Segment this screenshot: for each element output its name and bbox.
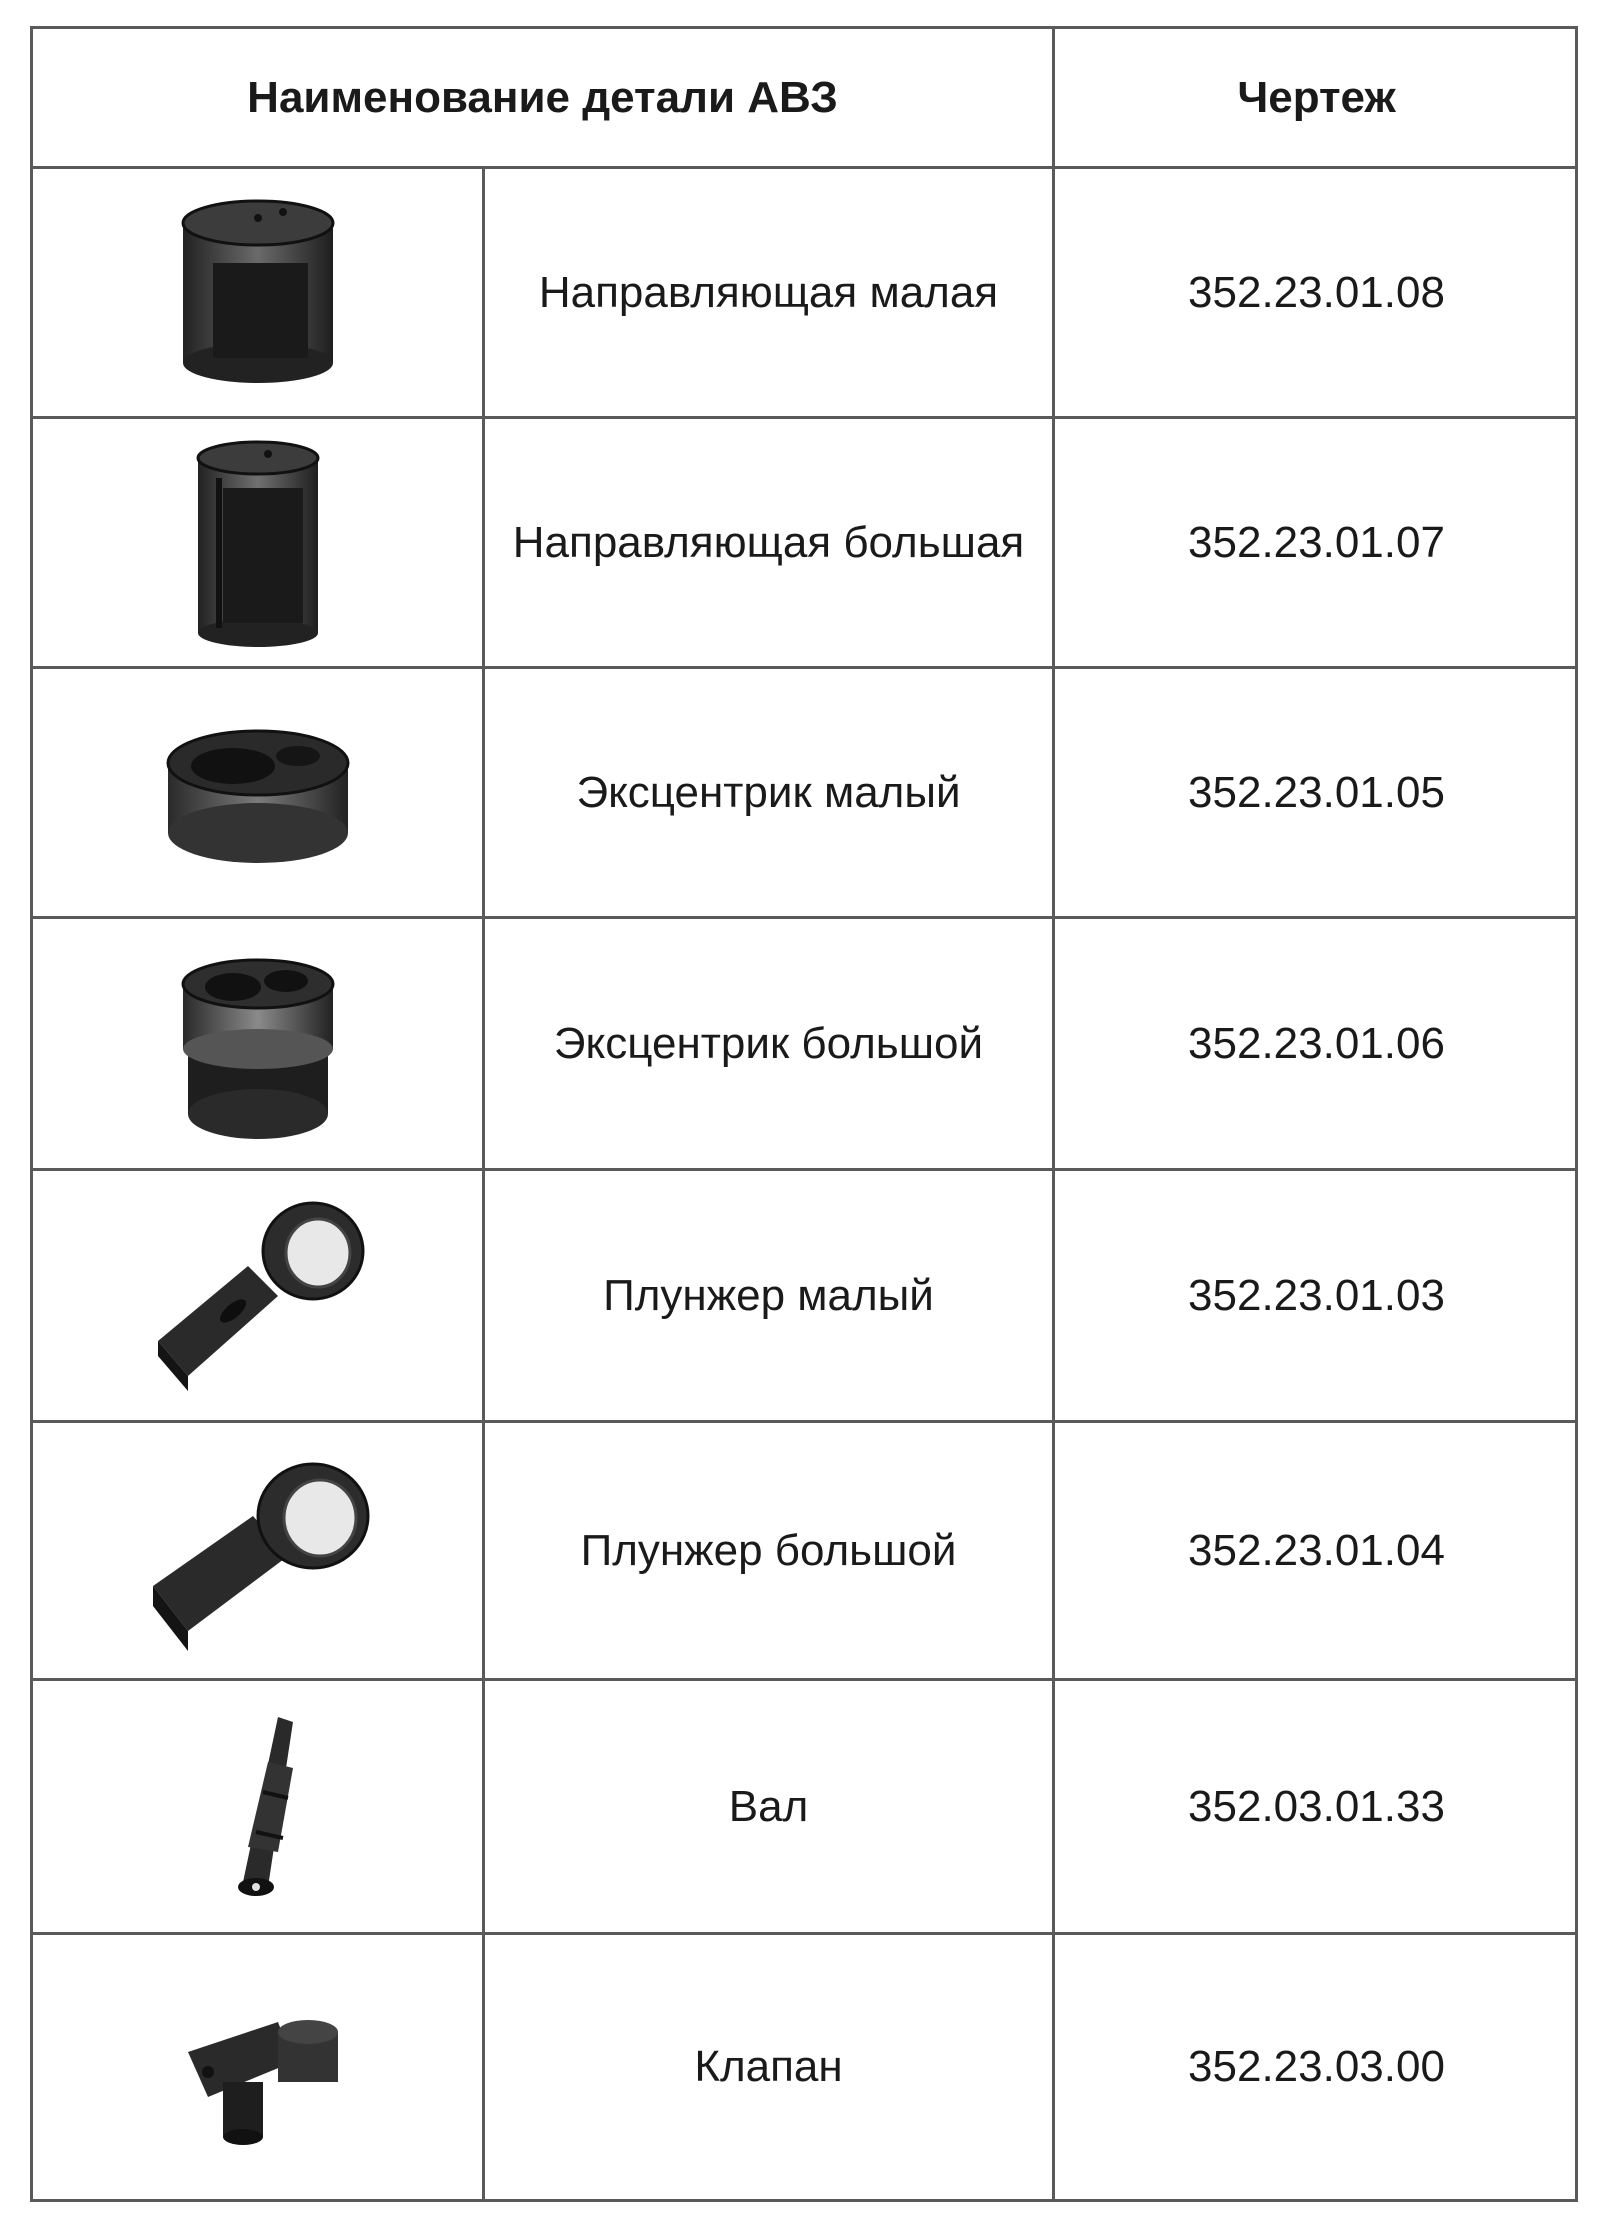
small-plunger-icon [128,1191,388,1401]
drawing-number: 352.03.01.33 [1188,1781,1445,1831]
part-name: Направляющая большая [485,419,1055,666]
drawing-number: 352.23.01.05 [1188,767,1445,817]
table-header [33,29,1575,169]
part-name: Плунжер большой [485,1423,1055,1678]
table-row [33,169,1575,419]
part-name: Эксцентрик большой [485,919,1055,1168]
large-plunger-icon [128,1446,388,1656]
table-row [33,1935,1575,2199]
part-name: Направляющая малая [485,169,1055,416]
small-eccentric-icon [128,688,388,898]
large-guide-icon [128,438,388,648]
parts-table [30,26,1578,2202]
drawing-number: 352.23.01.07 [1188,517,1445,567]
part-name: Вал [485,1681,1055,1932]
drawing-number: 352.23.01.06 [1188,1018,1445,1068]
header-drawing: Чертеж [1237,72,1396,122]
valve-icon [128,1962,388,2172]
shaft-icon [128,1702,388,1912]
part-name: Эксцентрик малый [485,669,1055,916]
table-row [33,419,1575,669]
table-row [33,1423,1575,1681]
small-guide-icon [128,188,388,398]
table-row [33,1171,1575,1423]
table-row [33,1681,1575,1935]
part-name: Клапан [485,1935,1055,2199]
header-part-name: Наименование детали АВЗ [33,29,1055,166]
drawing-number: 352.23.01.04 [1188,1525,1445,1575]
drawing-number: 352.23.03.00 [1188,2042,1445,2091]
table-row [33,669,1575,919]
part-name: Плунжер малый [485,1171,1055,1420]
large-eccentric-icon [128,939,388,1149]
drawing-number: 352.23.01.08 [1188,267,1445,317]
table-row [33,919,1575,1171]
drawing-number: 352.23.01.03 [1188,1270,1445,1320]
